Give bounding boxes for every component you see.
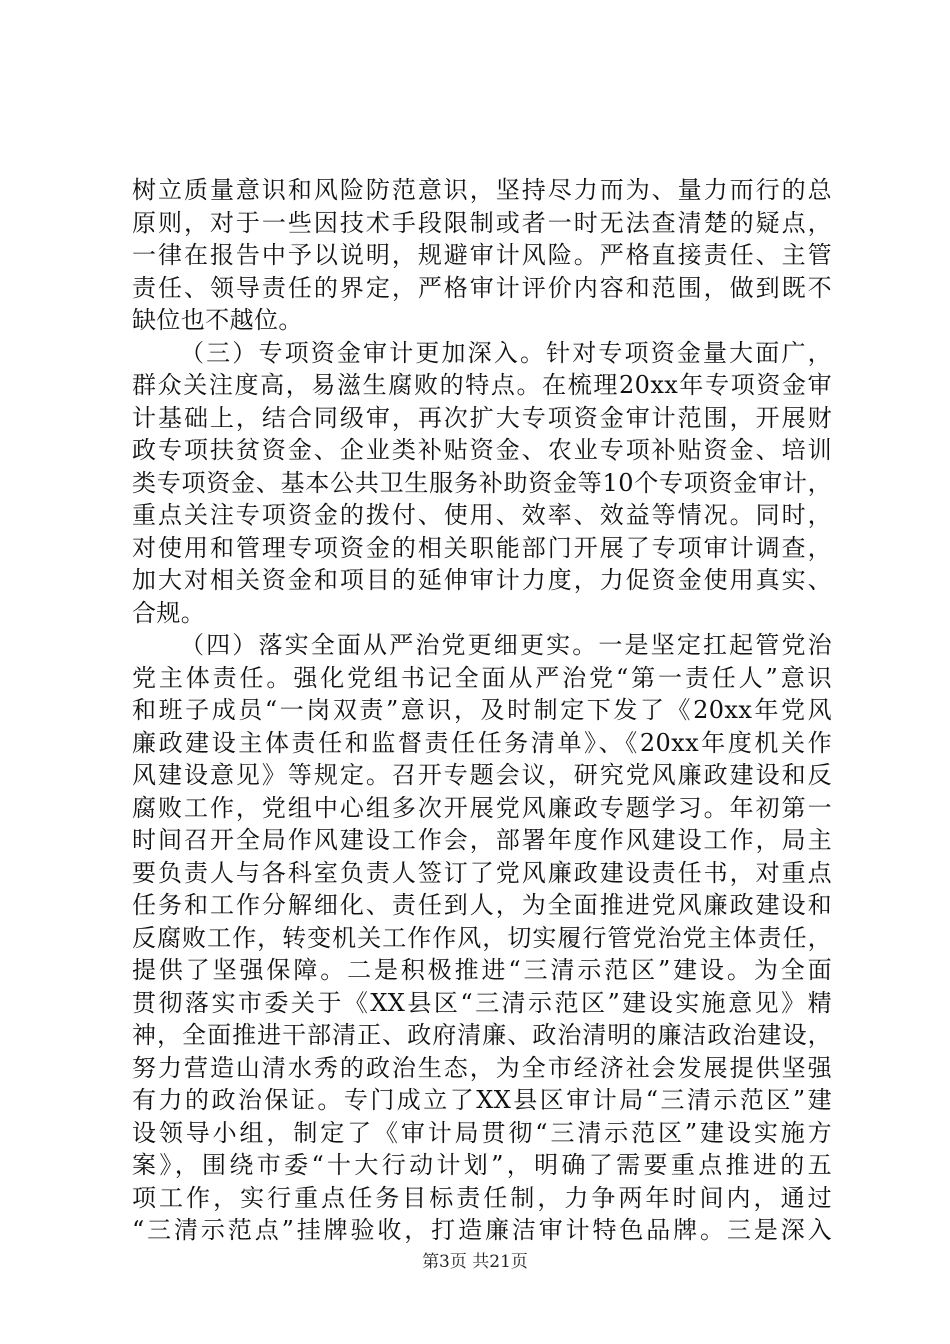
text-line: 神，全面推进干部清正、政府清廉、政治清明的廉洁政治建设， <box>132 1021 832 1049</box>
text-line: 有力的政治保证。专门成立了XX县区审计局“三清示范区”建 <box>132 1086 832 1114</box>
text-line: 任务和工作分解细化、责任到人，为全面推进党风廉政建设和 <box>132 891 832 919</box>
text-line: 廉政建设主体责任和监督责任任务清单》、《20xx年度机关作 <box>132 728 832 757</box>
text-line: 设领导小组，制定了《审计局贯彻“三清示范区”建设实施方 <box>132 1118 832 1147</box>
page-footer: 第3页 共21页 <box>422 1252 528 1272</box>
text-line: 党主体责任。强化党组书记全面从严治党“第一责任人”意识 <box>132 663 832 692</box>
text-line: 合规。 <box>132 598 206 627</box>
text-line: 要负责人与各科室负责人签订了党风廉政建设责任书，对重点 <box>132 858 832 887</box>
text-line: 缺位也不越位。 <box>132 306 303 334</box>
text-line: 对使用和管理专项资金的相关职能部门开展了专项审计调查， <box>132 533 832 562</box>
text-line: 加大对相关资金和项目的延伸审计力度，力促资金使用真实、 <box>132 566 832 594</box>
text-line: 原则，对于一些因技术手段限制或者一时无法查清楚的疑点， <box>132 208 832 237</box>
text-line: “三清示范点”挂牌验收，打造廉洁审计特色品牌。三是深入 <box>132 1216 832 1244</box>
text-line: 群众关注度高，易滋生腐败的特点。在梳理20xx年专项资金审 <box>132 371 832 399</box>
text-line: 腐败工作，党组中心组多次开展党风廉政专题学习。年初第一 <box>132 793 832 822</box>
paragraph-first-line: （三）专项资金审计更加深入。针对专项资金量大面广， <box>180 338 832 367</box>
text-line: 反腐败工作，转变机关工作作风，切实履行管党治党主体责任， <box>132 923 832 952</box>
text-line: 树立质量意识和风险防范意识，坚持尽力而为、量力而行的总 <box>132 176 832 204</box>
text-line: 重点关注专项资金的拨付、使用、效率、效益等情况。同时， <box>132 501 832 529</box>
text-line: 和班子成员“一岗双责”意识，及时制定下发了《20xx年党风 <box>132 696 832 724</box>
text-line: 努力营造山清水秀的政治生态，为全市经济社会发展提供坚强 <box>132 1053 832 1082</box>
text-line: 时间召开全局作风建设工作会，部署年度作风建设工作，局主 <box>132 826 832 854</box>
paragraph-first-line: （四）落实全面从严治党更细更实。一是坚定扛起管党治 <box>180 631 832 659</box>
text-line: 风建设意见》等规定。召开专题会议，研究党风廉政建设和反 <box>132 761 832 789</box>
text-line: 提供了坚强保障。二是积极推进“三清示范区”建设。为全面 <box>132 956 832 984</box>
text-line: 一律在报告中予以说明，规避审计风险。严格直接责任、主管 <box>132 241 832 269</box>
text-line: 责任、领导责任的界定，严格审计评价内容和范围，做到既不 <box>132 273 832 302</box>
text-line: 案》，围绕市委“十大行动计划”，明确了需要重点推进的五 <box>132 1151 832 1179</box>
text-line: 贯彻落实市委关于《XX县区“三清示范区”建设实施意见》精 <box>132 988 832 1017</box>
text-line: 计基础上，结合同级审，再次扩大专项资金审计范围，开展财 <box>132 403 832 432</box>
text-line: 项工作，实行重点任务目标责任制，力争两年时间内，通过 <box>132 1183 832 1212</box>
text-line: 政专项扶贫资金、企业类补贴资金、农业专项补贴资金、培训 <box>132 436 832 464</box>
text-line: 类专项资金、基本公共卫生服务补助资金等10个专项资金审计， <box>132 468 832 497</box>
document-body <box>132 174 832 1247</box>
